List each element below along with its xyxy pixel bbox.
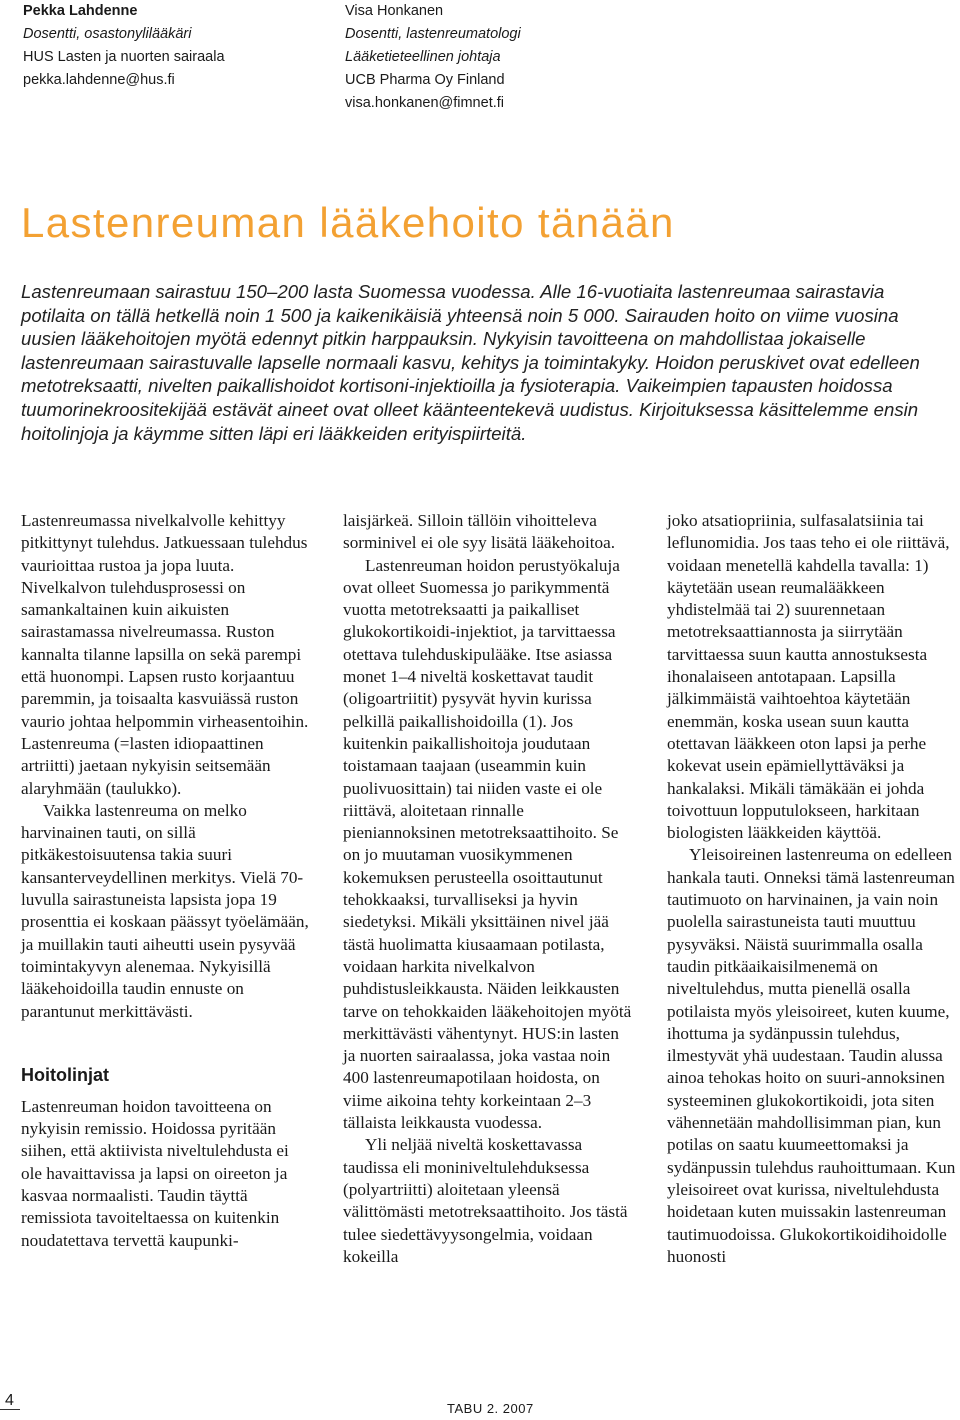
body-paragraph: Lastenreumassa nivelkalvolle kehittyy pitkittynyt tulehdus. Jatkuessaan tulehdus vaurioittaa rustoa ja jopa luuta. Nivelkalvon tulehdusprosessi on samankaltainen kuin aikuisten sairastamassa nivelreumassa. Ruston kannalta tilanne lapsilla on sekä parempi että huonompi. Lapsen rusto korjaantuu paremmin, ja toisaalta kasvuiässä ruston vaurio johtaa helpommin virheasentoihin. Lastenreuma (=lasten idiopaattinen artriitti) jaetaan nykyisin seitsemään alaryhmään (taulukko). xyxy=(21,511,309,798)
body-column-3 xyxy=(667,510,959,1268)
author-role: Dosentti, osastonylilääkäri xyxy=(23,26,192,42)
author-name: Visa Honkanen xyxy=(345,3,444,19)
author-affiliation: HUS Lasten ja nuorten sairaala xyxy=(23,49,225,65)
body-paragraph: Yli neljää niveltä koskettavassa taudissa eli moniniveltulehduksessa (polyartriitti) aloitetaan yleensä välittömästi metotreksaattihoito. Jos tästä tulee siedettävyysongelmia, voidaan kokeilla xyxy=(343,1135,628,1266)
article-lead: Lastenreumaan sairastuu 150–200 lasta Suomessa vuodessa. Alle 16-vuotiaita lastenreumaa sairastavia potilaita on tällä hetkellä noin 1 500 ja kaikenikäisiä yhteensä noin 5 000. Sairauden hoito on viime vuosina uusien lääkehoitojen myötä edennyt pitkin harppauksin. Nykyisin tavoitteena on mahdollistaa jokaiselle lastenreumaan sairastuvalle lapselle normaali kasvu, kehitys ja toimintakyky. Hoidon peruskivet ovat edelleen metotreksaatti, nivelten paikallishoidot kortisoni-injektioilla ja fysioterapia. Vaikeimpien tapausten hoidossa tuumorinekroositekijää estävät aineet ovat olleet käänteentekevä uudistus. Kirjoituksessa käsittelemme ensin hoitolinjoja ja käymme sitten läpi eri lääkkeiden erityispiirteitä. xyxy=(21,281,920,444)
body-paragraph: laisjärkeä. Silloin tällöin vihoitteleva sorminivel ei ole syy lisätä lääkehoitoa. xyxy=(343,511,616,553)
body-paragraph: Vaikka lastenreuma on melko harvinainen tauti, on sillä pitkäkestoisuutensa takia suuri kansanterveydellinen merkitys. Vielä 70-luvulla sairastuneista lapsista jopa 19 prosenttia ei koskaan päässyt työelämään, ja muillakin tauti aiheutti usein pysyvää toimintakyvyn alenemaa. Nykyisillä lääkehoidoilla taudin ennuste on parantunut merkittävästi. xyxy=(21,800,309,1021)
body-column-2 xyxy=(343,510,635,1268)
section-heading: Hoitolinjat xyxy=(21,1064,109,1085)
page-number: 4 xyxy=(5,1392,14,1409)
author-name: Pekka Lahdenne xyxy=(23,3,138,19)
body-paragraph: Yleisoireinen lastenreuma on edelleen hankala tauti. Onneksi tämä lastenreuman tautimuoto on harvinainen, ja vain noin puolella sairastuneista tauti muuttuu pysyväksi. Näistä suurimmalla osalla taudin pitkäaikaisilmenemä on niveltulehdus, mutta pienellä osalla potilaista myös yleisoireet, kuten kuume, ihottuma ja sydänpussin tulehdus, ilmestyvät yhä uudestaan. Taudin alussa ainoa tehokas hoito on suuri-annoksinen systeeminen glukokortikoidi, jota siten vähennetään mahdollisimman pian, kun potilas on saatu kuumeettomaksi ja sydänpussin tulehdus rauhoittumaan. Kun yleisoireet ovat kurissa, niveltulehdusta hoidetaan kuten muissakin lastenreuman tautimuodoissa. Glukokortikoidihoidolle huonosti xyxy=(667,845,956,1266)
body-column-1 xyxy=(21,510,313,1252)
body-paragraph: Lastenreuman hoidon perustyökaluja ovat olleet Suomessa jo parikymmentä vuotta metotreksaatti ja paikalliset glukokortikoidi-injektiot, ja tarvittaessa otettava tulehduskipulääke. Itse asiassa monet 1–4 niveltä koskettavat taudit (oligoartriitit) pysyvät hyvin kurissa pelkillä paikallishoidoilla (1). Jos kuitenkin paikallishoitoja joudutaan toistamaan taajaan (useammin kuin puolivuosittain) tai niiden vaste ei ole riittävä, aloitetaan rinnalle pieniannoksinen metotreksaattihoito. Se on jo muutaman vuosikymmenen kokemuksen perusteella osoittautunut tehokkaaksi, turvalliseksi ja hyvin siedetyksi. Mikäli yksittäinen nivel jää tästä huolimatta kiusaamaan potilasta, voidaan harkita nivelkalvon puhdistusleikkausta. Näiden leikkausten tarve on tehokkaiden lääkehoitojen myötä merkittävästi vähentynyt. HUS:in lasten ja nuorten sairaalassa, joka vastaa noin 400 lastenreumapotilaan hoidosta, on viime aikoina tehty korkeintaan 2–3 tällaista leikkausta vuodessa. xyxy=(343,555,632,1133)
author-role: Dosentti, lastenreumatologi xyxy=(345,26,521,42)
page-number-rule xyxy=(0,1409,20,1410)
author-email[interactable]: pekka.lahdenne@hus.fi xyxy=(23,72,175,88)
author-affiliation: UCB Pharma Oy Finland xyxy=(345,72,505,88)
author-email[interactable]: visa.honkanen@fimnet.fi xyxy=(345,95,504,111)
author-1 xyxy=(23,0,225,92)
author-role: Lääketieteellinen johtaja xyxy=(345,49,501,65)
journal-footer: TABU 2. 2007 xyxy=(447,1401,534,1416)
body-paragraph: Lastenreuman hoidon tavoitteena on nykyisin remissio. Hoidossa pyritään siihen, että aktiivista niveltulehdusta ei ole havaittavissa ja lapsi on oireeton ja kasvaa normaalisti. Taudin täyttä remissiota tavoiteltaessa on kuitenkin noudatettava tervettä kaupunki- xyxy=(21,1096,289,1250)
body-paragraph: joko atsatiopriinia, sulfasalatsiinia tai leflunomidia. Jos taas teho ei ole riittävä, voidaan menetellä kahdella tavalla: 1) käytetään usean reumalääkkeen yhdistelmää tai 2) suurennetaan metotreksaattiannosta ja siirrytään tarvittaessa suun kautta annostuksesta ihonalaiseen antotapaan. Lapsilla jälkimmäistä vaihtoehtoa käytetään enemmän, koska usean suun kautta otettavan lääkkeen oton lapsi ja perhe kokevat usein epämiellyttäväksi ja hankalaksi. Mikäli tämäkään ei johda toivottuun lopputulokseen, harkitaan biologisten lääkkeiden käyttöä. xyxy=(667,511,950,843)
article-title: Lastenreuman lääkehoito tänään xyxy=(21,199,675,246)
author-2 xyxy=(345,0,521,115)
